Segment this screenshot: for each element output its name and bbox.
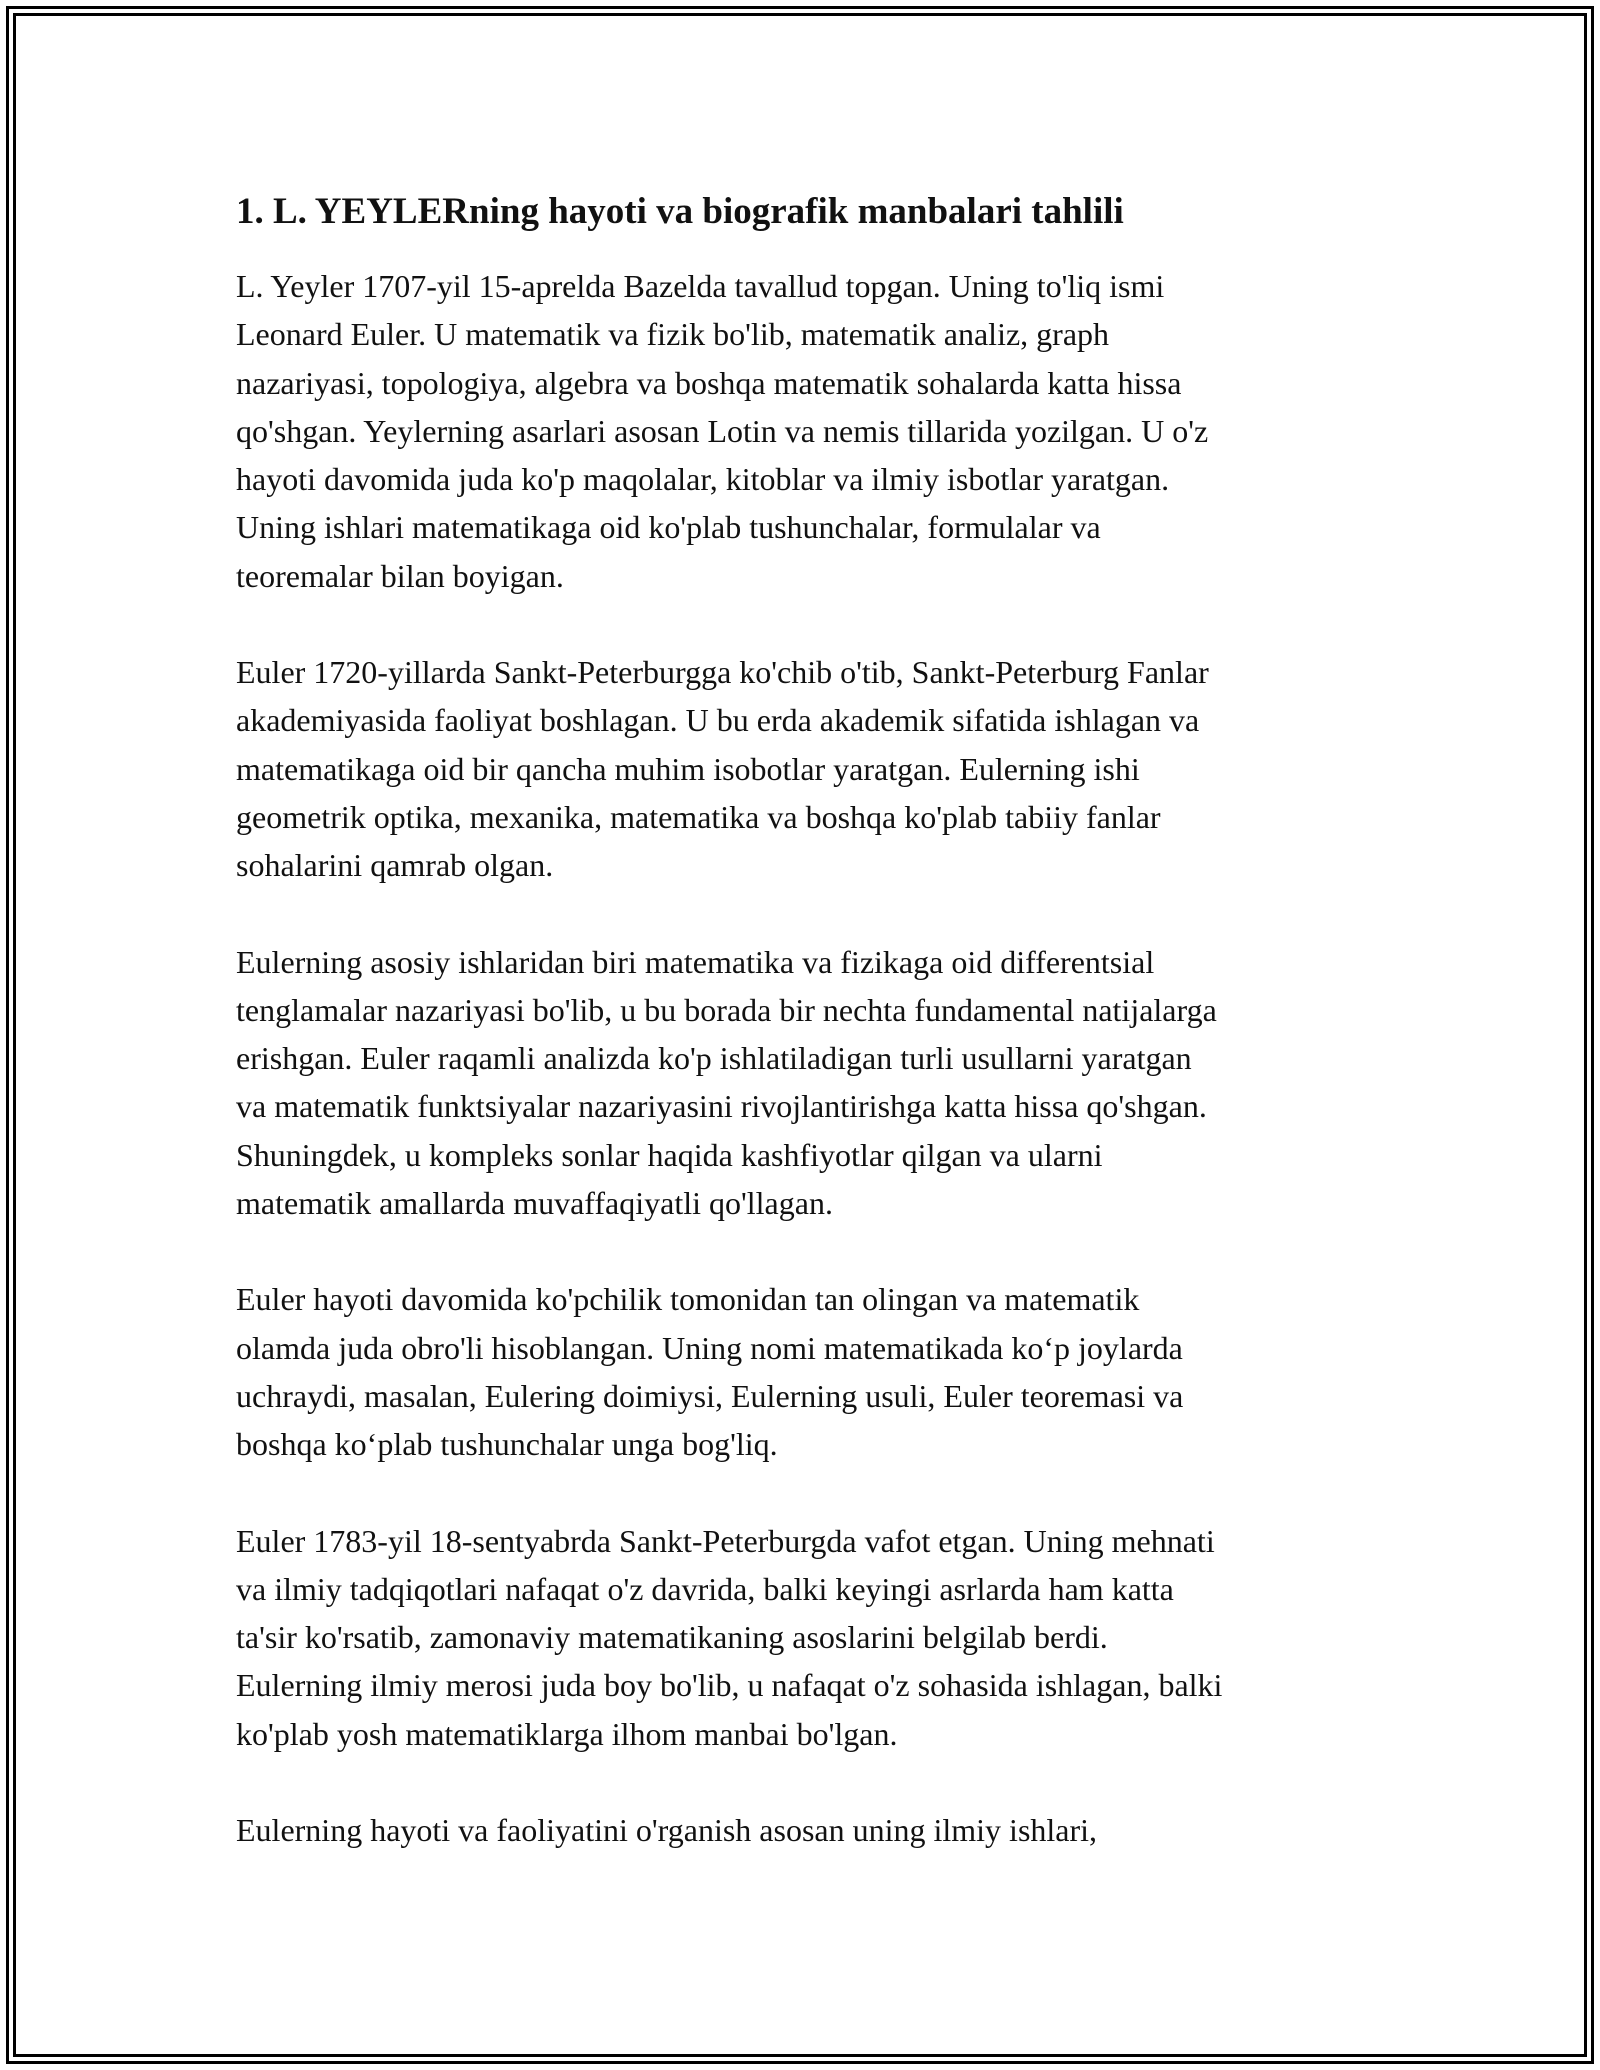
- text-line: sohalarini qamrab olgan.: [236, 847, 554, 884]
- paragraph-1: [236, 262, 1376, 600]
- text-line: nazariyasi, topologiya, algebra va boshqa matematik sohalarda katta hissa: [236, 364, 1182, 401]
- text-line: qo'shgan. Yeylerning asarlari asosan Lotin va nemis tillarida yozilgan. U o'z: [236, 412, 1209, 449]
- text-line: va matematik funktsiyalar nazariyasini rivojlantirishga katta hissa qo'shgan.: [236, 1088, 1207, 1125]
- text-line: tenglamalar nazariyasi bo'lib, u bu borada bir nechta fundamental natijalarga: [236, 991, 1217, 1028]
- document-page: [236, 188, 1376, 1854]
- text-line: uchraydi, masalan, Eulering doimiysi, Eulerning usuli, Euler teoremasi va: [236, 1377, 1184, 1414]
- text-line: akademiyasida faoliyat boshlagan. U bu erda akademik sifatida ishlagan va: [236, 702, 1200, 739]
- paragraph-2: [236, 648, 1376, 889]
- text-line: L. Yeyler 1707-yil 15-aprelda Bazelda tavallud topgan. Uning to'liq ismi: [236, 268, 1165, 304]
- text-line: erishgan. Euler raqamli analizda ko'p ishlatiladigan turli usullarni yaratgan: [236, 1040, 1192, 1077]
- text-line: matematik amallarda muvaffaqiyatli qo'llagan.: [236, 1185, 833, 1222]
- text-line: teoremalar bilan boyigan.: [236, 557, 564, 594]
- text-line: Euler 1720-yillarda Sankt-Peterburggа ko'chib o'tib, Sankt-Peterburg Fanlar: [236, 654, 1209, 691]
- text-line: ta'sir ko'rsatib, zamonaviy matematikaning asoslarini belgilab berdi.: [236, 1619, 1108, 1656]
- document-title: 1. L. YEYLERning hayoti va biografik manbalari tahlili: [236, 191, 1124, 232]
- text-line: Eulerning asosiy ishlaridan biri matematika va fizikaga oid differentsial: [236, 943, 1155, 980]
- paragraph-6: [236, 1806, 1376, 1854]
- text-line: Euler hayoti davomida ko'pchilik tomonidan tan olingan va matematik: [236, 1281, 1140, 1318]
- paragraph-4: [236, 1275, 1376, 1468]
- text-line: boshqa ko‘plab tushunchalar unga bog'liq.: [236, 1426, 778, 1463]
- text-line: Eulerning hayoti va faoliyatini o'rganish asosan uning ilmiy ishlari,: [236, 1812, 1098, 1849]
- text-line: Leonard Euler. U matematik va fizik bo'lib, matematik analiz, graph: [236, 316, 1110, 353]
- text-line: Euler 1783-yil 18-sentyabrda Sankt-Peterburgda vafot etgan. Uning mehnati: [236, 1522, 1215, 1559]
- text-line: Eulerning ilmiy merosi juda boy bo'lib, u nafaqat o'z sohasida ishlagan, balki: [236, 1667, 1223, 1704]
- paragraph-3: [236, 938, 1376, 1228]
- text-line: Uning ishlari matematikaga oid ko'plab tushunchalar, formulalar va: [236, 509, 1101, 546]
- text-line: matematikaga oid bir qancha muhim isobotlar yaratgan. Eulerning ishi: [236, 750, 1140, 787]
- text-line: Shuningdek, u kompleks sonlar haqida kashfiyotlar qilgan va ularni: [236, 1136, 1103, 1173]
- paragraph-5: [236, 1517, 1376, 1758]
- text-line: ko'plab yosh matematiklarga ilhom manbai bo'lgan.: [236, 1715, 898, 1752]
- text-line: geometrik optika, mexanika, matematika va boshqa ko'plab tabiiy fanlar: [236, 798, 1161, 835]
- text-line: olamda juda obro'li hisoblangan. Uning nomi matematikada ko‘p joylarda: [236, 1329, 1183, 1366]
- text-line: hayoti davomida juda ko'p maqolalar, kitoblar va ilmiy isbotlar yaratgan.: [236, 461, 1170, 498]
- text-line: va ilmiy tadqiqotlari nafaqat o'z davrida, balki keyingi asrlarda ham katta: [236, 1570, 1174, 1607]
